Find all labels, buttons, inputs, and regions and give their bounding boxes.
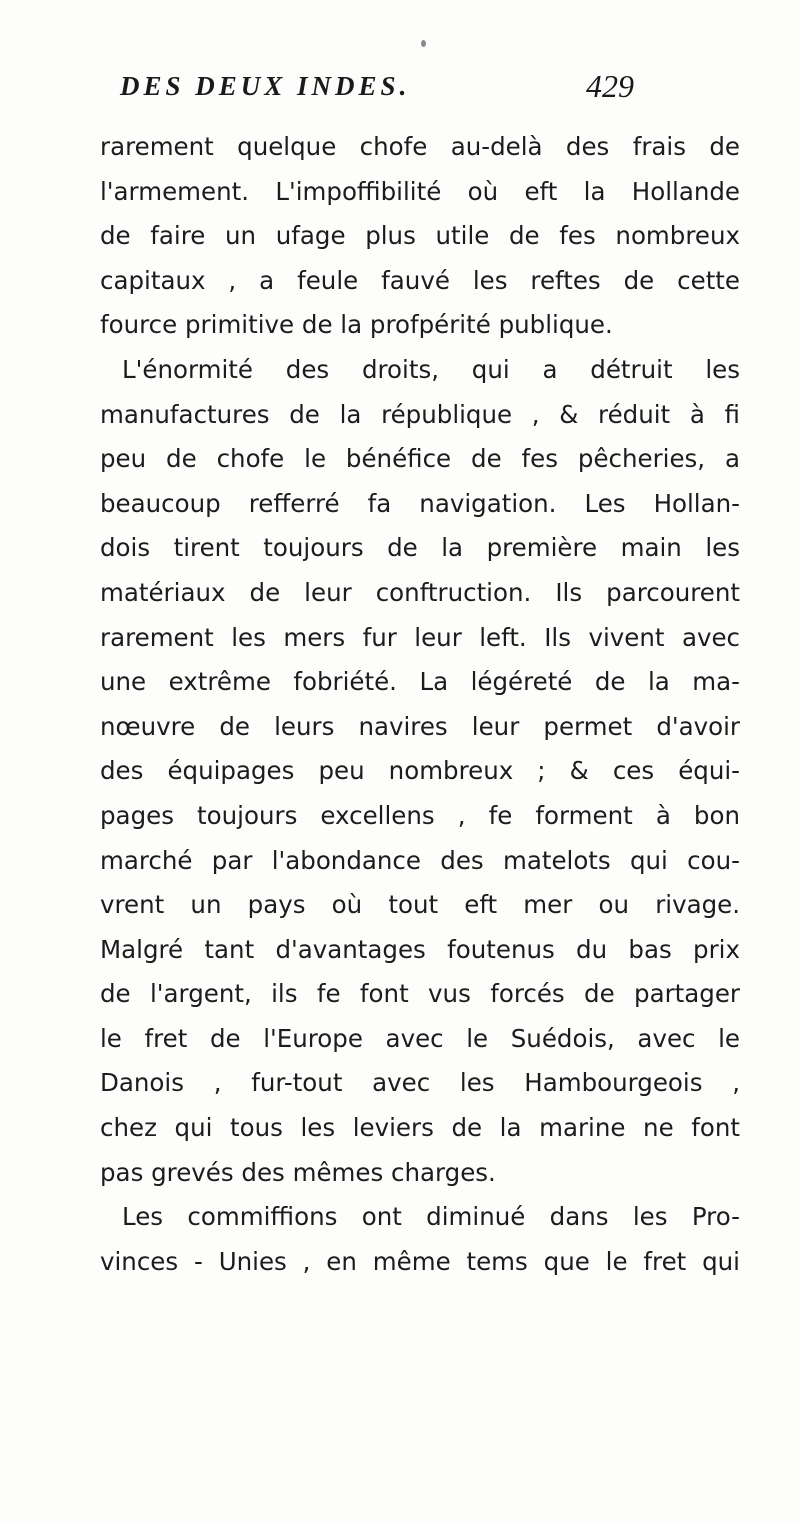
text-line: pages toujours excellens , fe forment à bon <box>100 800 740 830</box>
text-line: le fret de l'Europe avec le Suédois, avec le <box>100 1023 740 1053</box>
text-line: L'énormité des droits, qui a détruit les <box>122 354 740 384</box>
text-line: des équipages peu nombreux ; & ces équi- <box>100 756 740 786</box>
text-line: Les commiffions ont diminué dans les Pro- <box>122 1202 740 1232</box>
text-line: matériaux de leur conftruction. Ils parcourent <box>100 577 740 607</box>
text-line: marché par l'abondance des matelots qui cou- <box>100 845 740 875</box>
text-line: dois tirent toujours de la première main les <box>100 533 740 563</box>
text-line: Danois , fur-tout avec les Hambourgeois , <box>100 1068 740 1098</box>
text-line: de faire un ufage plus utile de fes nombreux <box>100 221 740 251</box>
text-line: fource primitive de la profpérité publique. <box>100 310 613 340</box>
text-line: Malgré tant d'avantages foutenus du bas prix <box>100 934 740 964</box>
text-line: de l'argent, ils fe font vus forcés de partager <box>100 979 740 1009</box>
text-line: capitaux , a feule fauvé les reftes de cette <box>100 265 740 295</box>
text-line: peu de chofe le bénéfice de fes pêcheries, a <box>100 444 740 474</box>
page-number: 429 <box>586 68 634 104</box>
text-line: rarement les mers fur leur left. Ils vivent avec <box>100 622 740 652</box>
running-title: DES DEUX INDES. <box>120 71 411 101</box>
text-line: manufactures de la république , & réduit à fi <box>100 399 740 429</box>
text-line: vinces - Unies , en même tems que le fret qui <box>100 1246 740 1276</box>
text-line: une extrême fobriété. La légéreté de la ma- <box>100 667 740 697</box>
text-line: l'armement. L'impoffibilité où eft la Hollande <box>100 176 740 206</box>
text-line: vrent un pays où tout eft mer ou rivage. <box>100 890 740 920</box>
text-line: nœuvre de leurs navires leur permet d'avoir <box>100 711 740 741</box>
text-line: pas grevés des mêmes charges. <box>100 1157 496 1187</box>
body-text <box>100 125 740 1284</box>
text-line: chez qui tous les leviers de la marine ne font <box>100 1113 740 1143</box>
page-header <box>110 40 730 120</box>
text-line: rarement quelque chofe au-delà des frais de <box>100 132 740 161</box>
text-line: beaucoup refferré fa navigation. Les Hollan- <box>100 488 740 518</box>
